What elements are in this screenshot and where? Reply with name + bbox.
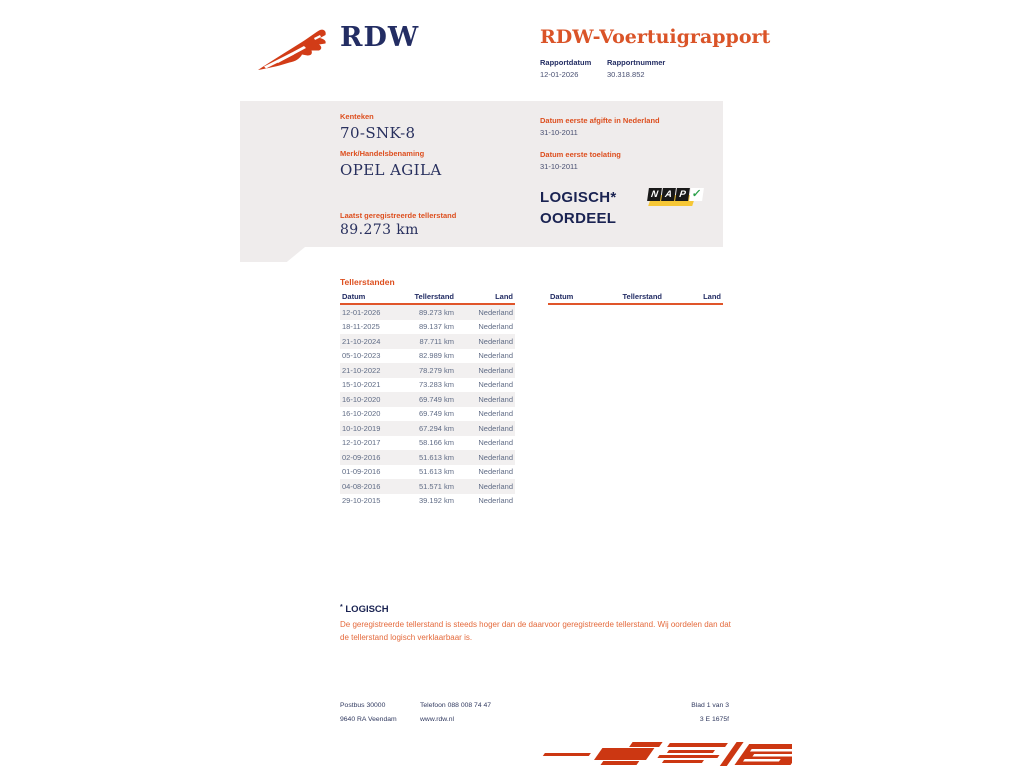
table-cell: 82.989 km <box>418 351 454 361</box>
rdw-logo-icon <box>256 28 332 74</box>
rapportdatum-label: Rapportdatum <box>540 58 592 67</box>
table-cell: 51.571 km <box>418 481 454 491</box>
footer-address <box>340 699 397 727</box>
table-cell: Nederland <box>478 481 513 491</box>
table-body <box>340 304 515 508</box>
footer-phone: Telefoon 088 008 74 47 <box>420 702 492 709</box>
col-header-datum: Datum <box>340 289 404 304</box>
table-cell: Nederland <box>478 423 513 433</box>
table-cell: 21-10-2024 <box>342 336 381 346</box>
table-cell: Nederland <box>478 322 513 332</box>
footer-website: www.rdw.nl <box>420 716 454 723</box>
table-header <box>340 289 515 304</box>
footer-page-info <box>630 699 729 727</box>
table-cell: 39.192 km <box>418 496 454 506</box>
table-row <box>340 320 515 335</box>
table-cell: 16-10-2020 <box>342 409 381 419</box>
table-row <box>340 494 515 509</box>
vehicle-panel-tab <box>240 247 305 262</box>
oordeel-line1: LOGISCH* <box>540 189 617 206</box>
table-cell: 67.294 km <box>418 423 454 433</box>
nap-check-icon: ✓ <box>689 188 704 201</box>
rdw-wordmark: RDW <box>340 22 420 53</box>
table-header <box>548 289 723 304</box>
table-cell: 04-08-2016 <box>342 481 381 491</box>
table-row <box>340 450 515 465</box>
table-cell: 51.613 km <box>418 467 454 477</box>
table-cell: 73.283 km <box>418 380 454 390</box>
table-row <box>340 407 515 422</box>
footer-form-code: 3 E 1675f <box>699 716 729 723</box>
table-cell: 69.749 km <box>418 394 454 404</box>
table-cell: Nederland <box>478 467 513 477</box>
kenteken-value: 70-SNK-8 <box>340 124 416 142</box>
footnote-title <box>340 604 389 615</box>
table-row <box>340 363 515 378</box>
footnote-title-text: LOGISCH <box>345 604 389 615</box>
table-row <box>340 436 515 451</box>
table-row <box>340 392 515 407</box>
table-cell: 18-11-2025 <box>342 322 380 332</box>
eerste-afgifte-value: 31-10-2011 <box>540 128 578 137</box>
table-cell: 69.749 km <box>418 409 454 419</box>
rapportnummer-block <box>607 58 665 79</box>
col-header-tellerstand: Tellerstand <box>404 289 454 304</box>
rapportdatum-value: 12-01-2026 <box>540 70 579 79</box>
tellerstand-value: 89.273 km <box>340 222 419 238</box>
table-cell: 51.613 km <box>418 452 454 462</box>
table-cell: Nederland <box>478 496 513 506</box>
eerste-afgifte-label: Datum eerste afgifte in Nederland <box>540 116 660 125</box>
mileage-table-left <box>340 289 515 508</box>
footnote-body: De geregistreerde tellerstand is steeds hoger dan de daarvoor geregistreerde tellerstand. Wij oordelen dan dat de tellerstand logisch verklaarbaar is. <box>340 620 731 642</box>
nap-logo <box>646 186 703 210</box>
oordeel-line2: OORDEEL <box>540 210 617 227</box>
tellerstand-label: Laatst geregistreerde tellerstand <box>340 211 457 220</box>
rdw-ribbon-graphic-icon <box>538 740 792 768</box>
table-cell: Nederland <box>478 351 513 361</box>
table-cell: 05-10-2023 <box>342 351 381 361</box>
table-cell: Nederland <box>478 438 513 448</box>
nap-letter-a: A <box>661 188 676 201</box>
table-cell: 12-01-2026 <box>342 307 381 317</box>
col-header-datum: Datum <box>548 289 612 304</box>
table-cell: 02-09-2016 <box>342 452 381 462</box>
nap-letter-n: N <box>647 188 662 201</box>
eerste-toelating-label: Datum eerste toelating <box>540 150 621 159</box>
table-cell: 29-10-2015 <box>342 496 381 506</box>
col-header-land: Land <box>454 289 515 304</box>
footer-page-number: Blad 1 van 3 <box>691 702 729 709</box>
table-cell: Nederland <box>478 394 513 404</box>
footnote-asterisk: * <box>340 604 343 611</box>
footer-postbus: Postbus 30000 <box>340 702 386 709</box>
oordeel-text <box>540 187 617 229</box>
table-cell: Nederland <box>478 336 513 346</box>
table-cell: 21-10-2022 <box>342 365 381 375</box>
table-cell: 16-10-2020 <box>342 394 381 404</box>
table-row <box>340 334 515 349</box>
tellerstanden-title: Tellerstanden <box>340 277 395 287</box>
table-row <box>340 349 515 364</box>
table-cell: Nederland <box>478 365 513 375</box>
eerste-toelating-value: 31-10-2011 <box>540 162 578 171</box>
rapportdatum-block <box>540 58 591 79</box>
table-row <box>340 421 515 436</box>
table-cell: Nederland <box>478 380 513 390</box>
footer-contact <box>420 699 491 727</box>
rapportnummer-label: Rapportnummer <box>607 58 666 67</box>
col-header-land: Land <box>662 289 723 304</box>
table-cell: 89.137 km <box>418 322 454 332</box>
nap-letter-p: P <box>675 188 690 201</box>
table-cell: Nederland <box>478 452 513 462</box>
merk-value: OPEL AGILA <box>340 161 442 179</box>
table-cell: 58.166 km <box>418 438 454 448</box>
table-row <box>340 479 515 494</box>
table-cell: 12-10-2017 <box>342 438 381 448</box>
table-cell: 78.279 km <box>418 365 454 375</box>
table-cell: 10-10-2019 <box>342 423 381 433</box>
merk-label: Merk/Handelsbenaming <box>340 149 425 158</box>
col-header-tellerstand: Tellerstand <box>612 289 662 304</box>
table-cell: 15-10-2021 <box>342 380 381 390</box>
table-row <box>340 304 515 320</box>
kenteken-label: Kenteken <box>340 112 374 121</box>
report-title: RDW-Voertuigrapport <box>540 26 771 48</box>
table-cell: 87.711 km <box>419 336 454 346</box>
rapportnummer-value: 30.318.852 <box>607 70 645 79</box>
table-row <box>340 465 515 480</box>
table-cell: Nederland <box>478 409 513 419</box>
table-cell: Nederland <box>478 307 513 317</box>
table-cell: 01-09-2016 <box>342 467 381 477</box>
table-cell: 89.273 km <box>418 307 454 317</box>
footer-city: 9640 RA Veendam <box>340 716 397 723</box>
mileage-table-right <box>548 289 723 305</box>
table-row <box>340 378 515 393</box>
